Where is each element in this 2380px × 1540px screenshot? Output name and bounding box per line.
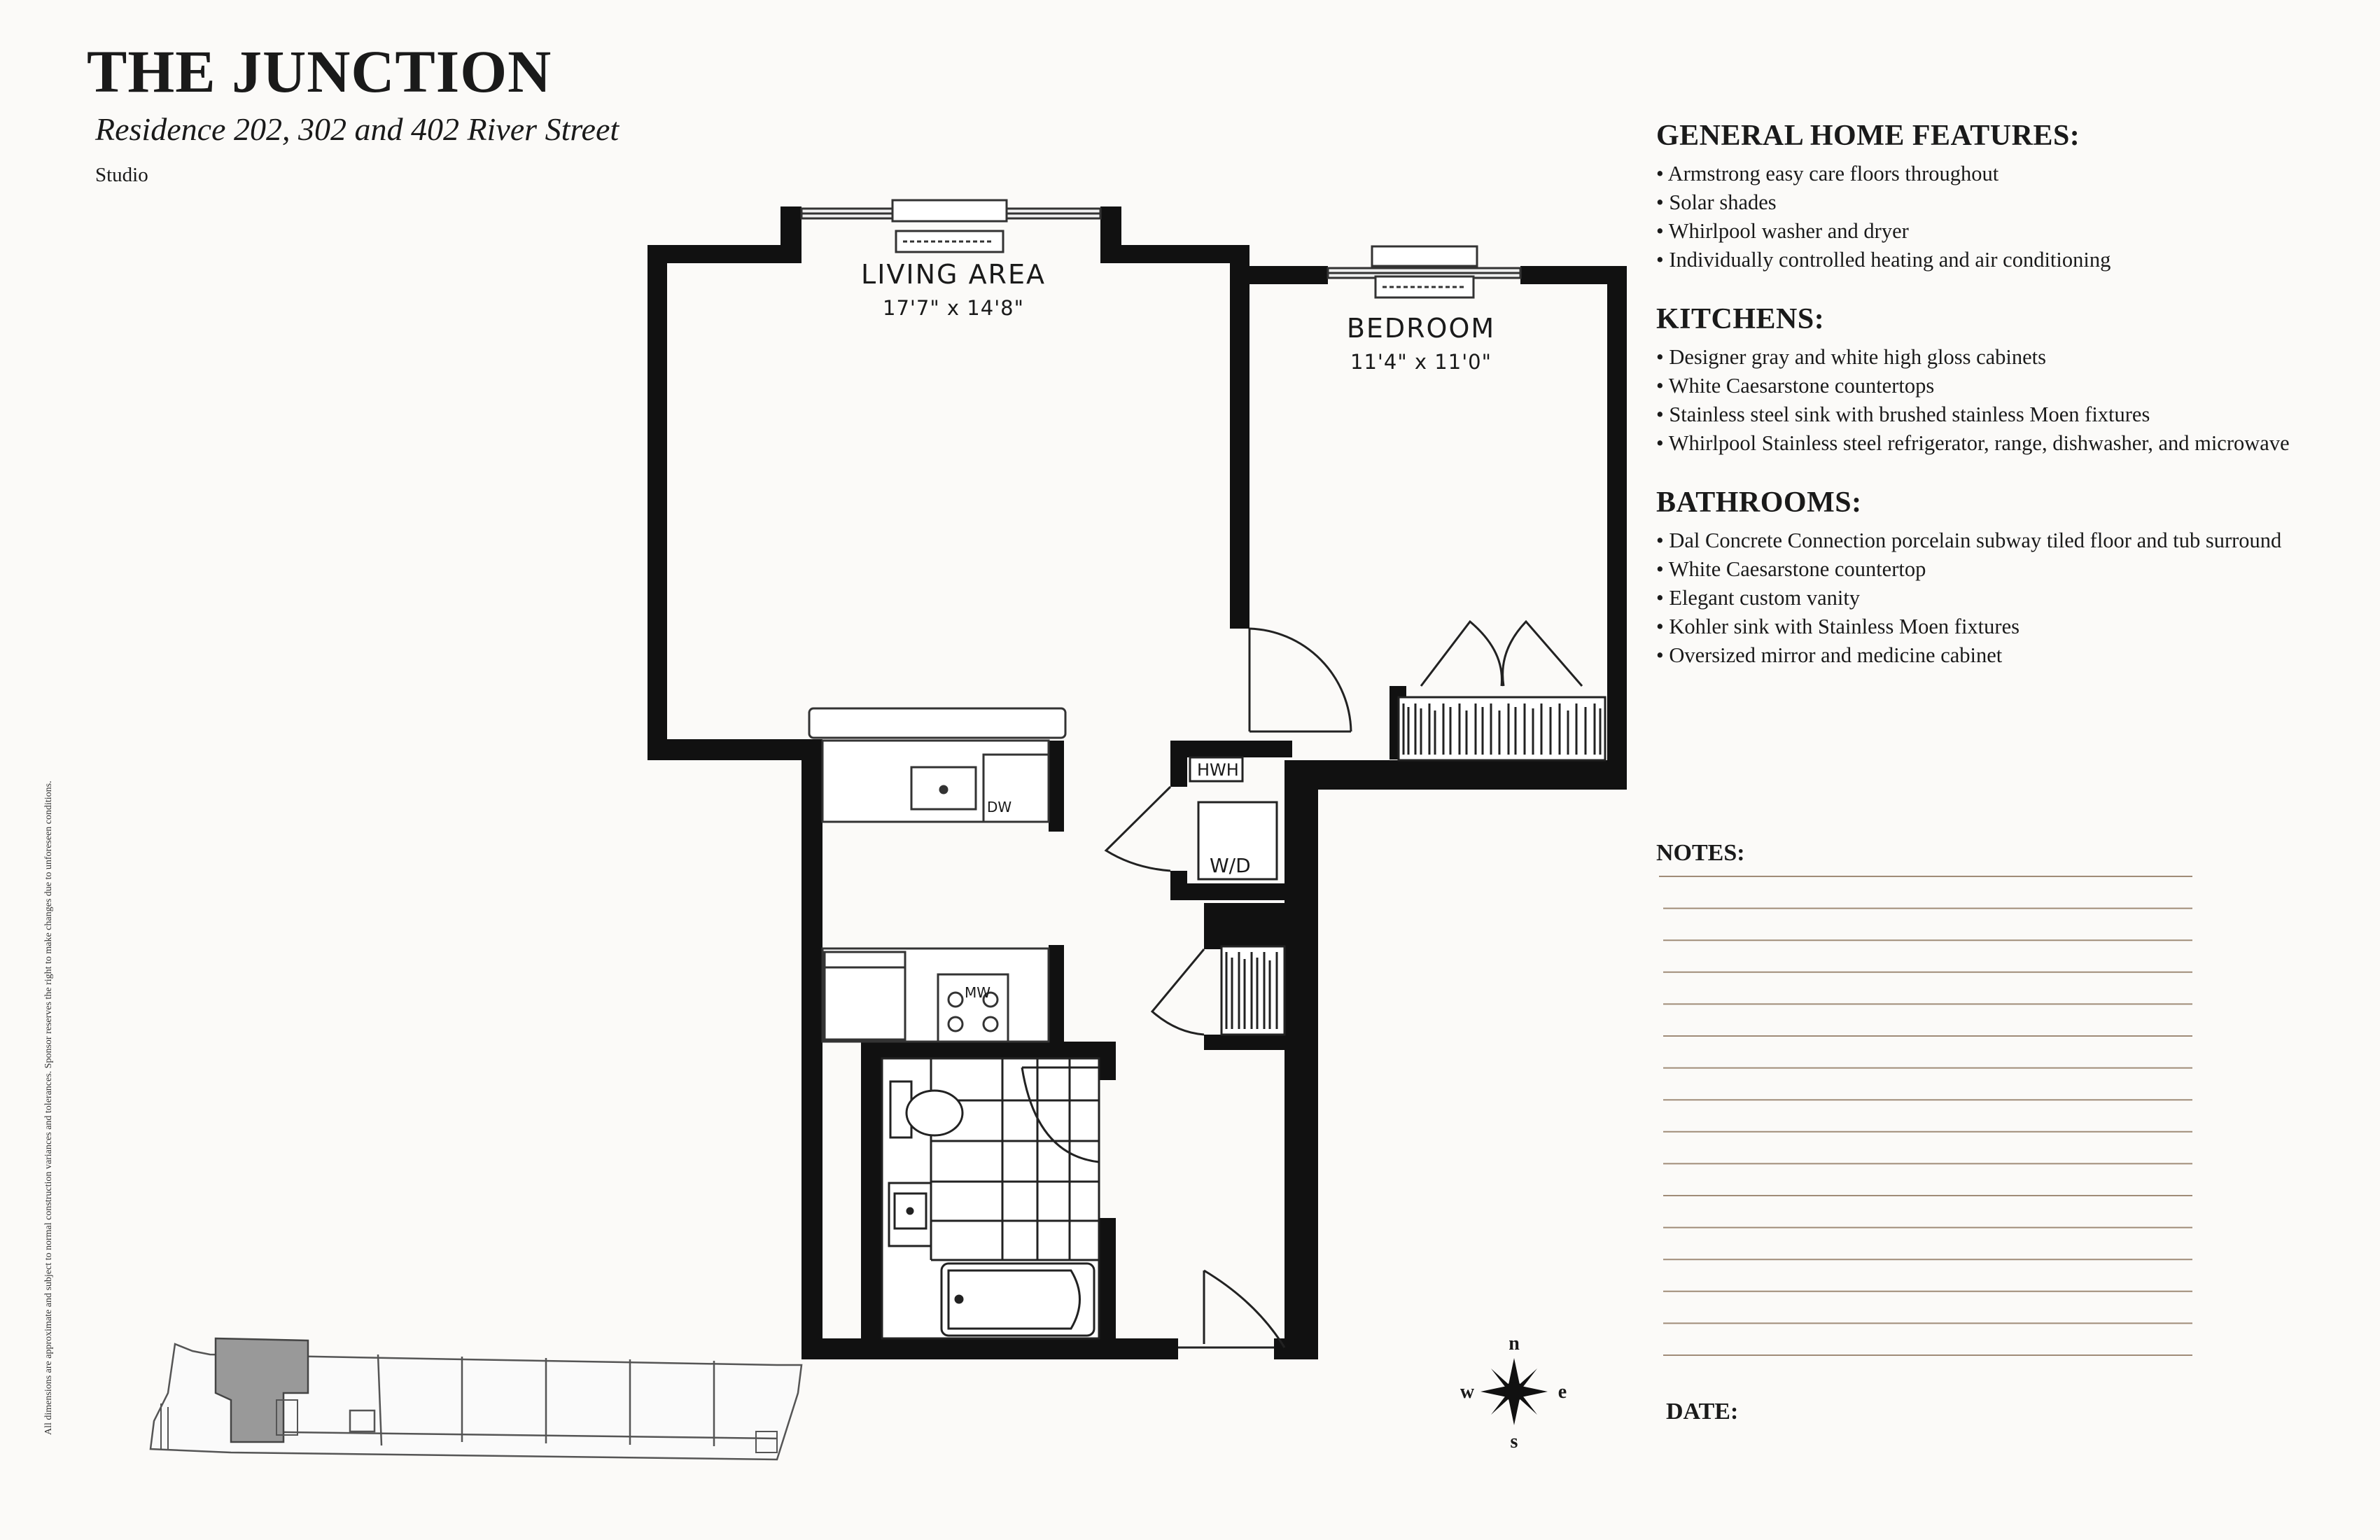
features-panel (1656, 119, 2370, 698)
list-item: • Solar shades (1656, 188, 2370, 217)
feature-list (1656, 526, 2370, 670)
feature-section-bathrooms (1656, 486, 2370, 670)
microwave-label: MW (965, 984, 991, 1001)
feature-list (1656, 343, 2370, 458)
list-item: • Oversized mirror and medicine cabinet (1656, 641, 2370, 670)
date-label: DATE: (1666, 1399, 1739, 1424)
unit-type: Studio (95, 164, 148, 186)
compass-west: w (1460, 1381, 1475, 1403)
notes-label: NOTES: (1656, 840, 1745, 866)
notes-lines[interactable] (1659, 874, 2194, 1434)
list-item: • Dal Concrete Connection porcelain subway tiled floor and tub surround (1656, 526, 2370, 555)
section-title: GENERAL HOME FEATURES: (1656, 120, 2080, 152)
section-title: KITCHENS: (1656, 303, 1825, 335)
bedroom-label: BEDROOM (1346, 313, 1496, 344)
feature-section-general (1656, 119, 2370, 274)
compass-north: n (1508, 1333, 1520, 1354)
bedroom-dims: 11'4" x 11'0" (1350, 350, 1492, 374)
compass-east: e (1558, 1381, 1567, 1403)
dishwasher-label: DW (987, 799, 1012, 816)
list-item: • White Caesarstone countertops (1656, 372, 2370, 400)
washer-dryer-label: W/D (1210, 854, 1251, 877)
feature-section-kitchens (1656, 302, 2370, 458)
disclaimer: All dimensions are approximate and subject to normal construction variances and tolerances. Sponsor reserves the right to make changes due to unforeseen conditions. (43, 780, 54, 1435)
compass-icon (1480, 1358, 1548, 1425)
list-item: • Elegant custom vanity (1656, 584, 2370, 612)
living-area-label: LIVING AREA (861, 259, 1046, 290)
feature-list (1656, 160, 2370, 274)
list-item: • Individually controlled heating and air conditioning (1656, 246, 2370, 274)
list-item: • Whirlpool Stainless steel refrigerator, range, dishwasher, and microwave (1656, 429, 2370, 458)
list-item: • Designer gray and white high gloss cabinets (1656, 343, 2370, 372)
list-item: • Whirlpool washer and dryer (1656, 217, 2370, 246)
list-item: • Armstrong easy care floors throughout (1656, 160, 2370, 188)
page-title: THE JUNCTION (87, 38, 552, 105)
list-item: • White Caesarstone countertop (1656, 555, 2370, 584)
section-title: BATHROOMS: (1656, 486, 1862, 519)
list-item: • Kohler sink with Stainless Moen fixtures (1656, 612, 2370, 641)
water-heater-label: HWH (1197, 760, 1239, 780)
living-area-dims: 17'7" x 14'8" (883, 296, 1024, 320)
residence-subtitle: Residence 202, 302 and 402 River Street (95, 111, 620, 147)
compass-south: s (1510, 1431, 1518, 1452)
list-item: • Stainless steel sink with brushed stainless Moen fixtures (1656, 400, 2370, 429)
